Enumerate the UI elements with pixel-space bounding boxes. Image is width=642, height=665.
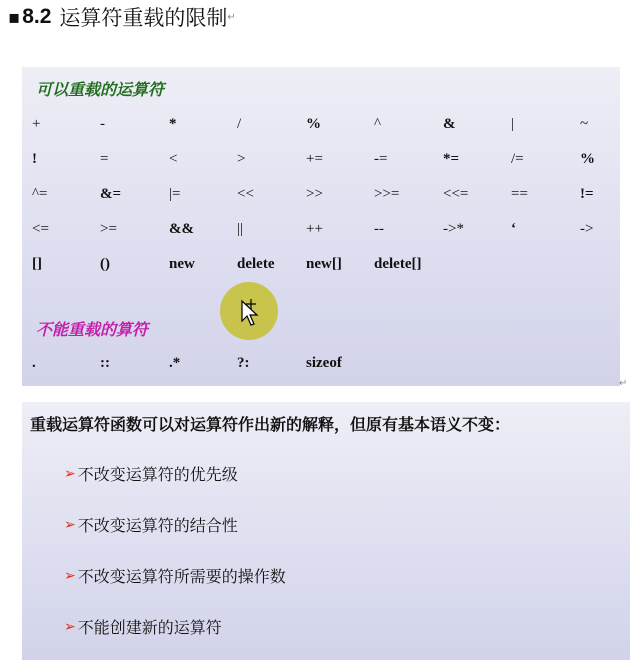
operator-cell: --: [374, 221, 384, 237]
operator-cell: <<: [237, 186, 254, 202]
rule-text: 不能创建新的运算符: [77, 618, 222, 637]
move-cursor-icon: [239, 299, 263, 327]
operator-cell: <<=: [443, 186, 469, 202]
operator-cell: ->*: [443, 221, 464, 237]
non-overloadable-heading: 不能重载的算符: [36, 320, 149, 339]
section-title: 运算符重载的限制: [59, 6, 228, 30]
operator-cell: +: [32, 116, 41, 132]
operator-cell: &&: [169, 221, 194, 237]
operator-cell: *=: [443, 151, 460, 167]
rule-item: [64, 462, 238, 485]
operator-cell: ^=: [32, 186, 48, 202]
operator-cell: /: [237, 116, 242, 132]
operator-cell: %: [580, 151, 595, 167]
rule-text: 不改变运算符的优先级: [77, 465, 238, 484]
operator-cell: |: [511, 116, 515, 132]
operator-cell: |=: [169, 186, 181, 202]
paragraph-mark: ↵: [619, 378, 628, 389]
arrow-bullet-icon: ➢: [64, 465, 76, 482]
operator-cell: &=: [100, 186, 122, 202]
operator-cell: <=: [32, 221, 49, 237]
operator-cell: !: [32, 151, 37, 167]
rule-text: 不改变运算符的结合性: [77, 516, 238, 535]
operators-panel: [22, 67, 620, 386]
operator-cell: ?:: [237, 355, 250, 371]
title-bullet: ▪: [8, 6, 21, 28]
operator-cell: <: [169, 151, 178, 167]
operator-cell: (): [100, 256, 110, 272]
operator-cell: sizeof: [306, 355, 342, 371]
operator-cell: >: [237, 151, 246, 167]
operator-cell: =: [100, 151, 109, 167]
operator-cell: *: [169, 116, 177, 132]
operator-cell: ->: [580, 221, 594, 237]
operator-cell: ~: [580, 116, 589, 132]
operator-cell: []: [32, 256, 42, 272]
operator-cell: ‘: [511, 221, 516, 237]
operator-cell: &: [443, 116, 456, 132]
arrow-bullet-icon: ➢: [64, 516, 76, 533]
operator-cell: -: [100, 116, 105, 132]
operator-cell: new: [169, 256, 195, 272]
rule-item: [64, 615, 222, 638]
operator-cell: >>: [306, 186, 323, 202]
operator-cell: !=: [580, 186, 594, 202]
operator-cell: ^: [374, 116, 382, 132]
operator-cell: /=: [511, 151, 524, 167]
operator-cell: ||: [237, 221, 244, 237]
page-title: [8, 2, 236, 32]
overloadable-heading: 可以重载的运算符: [36, 80, 165, 99]
rules-panel: [22, 402, 630, 660]
overloadable-operators-grid: [32, 112, 642, 287]
operator-cell: %: [306, 116, 321, 132]
operator-cell: .*: [169, 355, 181, 371]
operator-cell: new[]: [306, 256, 342, 272]
operator-cell: ++: [306, 221, 323, 237]
operator-cell: delete[]: [374, 256, 422, 272]
rule-item: [64, 564, 286, 587]
arrow-bullet-icon: ➢: [64, 567, 76, 584]
section-number: 8.2: [22, 5, 52, 28]
operator-cell: ==: [511, 186, 528, 202]
rules-intro: 重载运算符函数可以对运算符作出新的解释，但原有基本语义不变：: [30, 415, 511, 434]
operator-cell: .: [32, 355, 36, 371]
paragraph-mark: ↵: [227, 11, 236, 23]
operator-cell: -=: [374, 151, 388, 167]
rule-text: 不改变运算符所需要的操作数: [77, 567, 286, 586]
operator-cell: delete: [237, 256, 275, 272]
rule-item: [64, 513, 238, 536]
arrow-bullet-icon: ➢: [64, 618, 76, 635]
operator-cell: ::: [100, 355, 110, 371]
operator-cell: >=: [100, 221, 117, 237]
non-overloadable-operators-grid: [32, 351, 396, 381]
operator-cell: +=: [306, 151, 323, 167]
operator-cell: >>=: [374, 186, 400, 202]
